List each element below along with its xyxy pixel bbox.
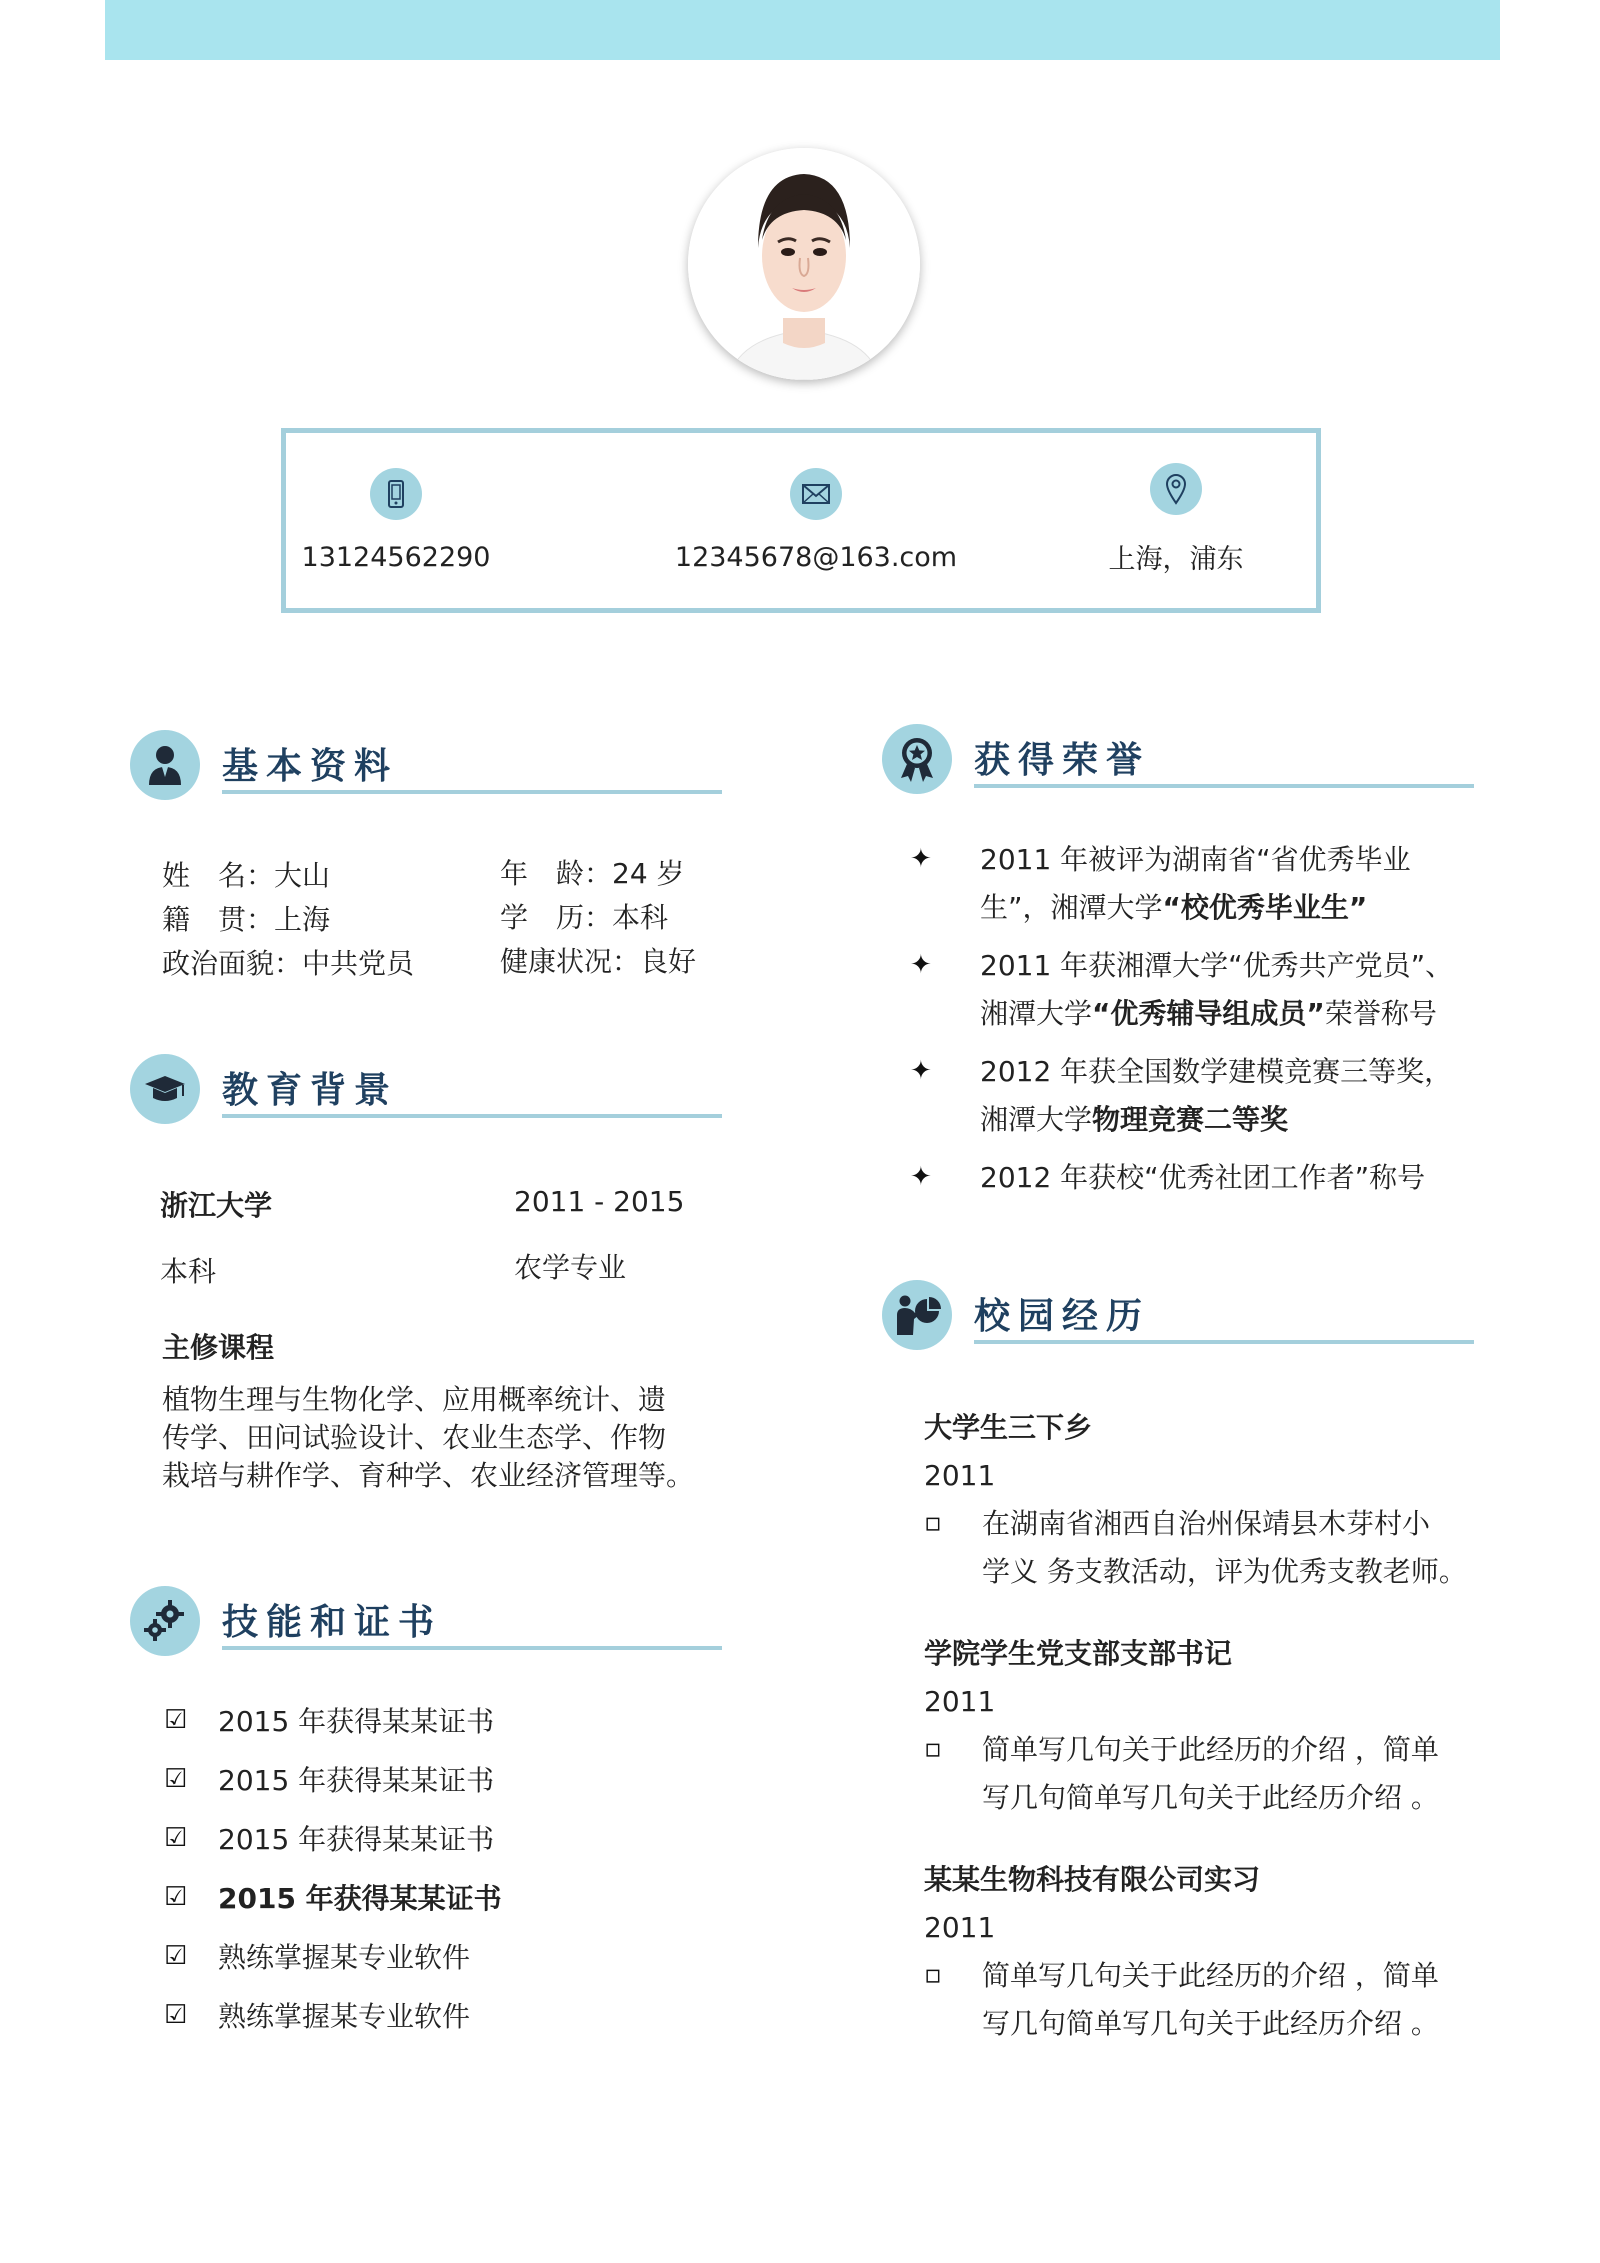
section-basic-rule [222, 790, 722, 794]
section-honors-title: 获得荣誉 [974, 740, 1151, 781]
courses-line-3: 栽培与耕作学、育种学、农业经济管理等。 [162, 1459, 695, 1492]
campus-entry-2-line-1: 简单写几句关于此经历的介绍 ，简单 [982, 1733, 1439, 1766]
section-skills-title: 技能和证书 [222, 1602, 443, 1643]
phone-icon [370, 468, 422, 520]
honor-3-text: 湘潭大学 [980, 1103, 1093, 1136]
campus-entry-1-line-2: 学义 务支教活动，评为优秀支教老师。 [982, 1555, 1467, 1588]
section-campus-title: 校园经历 [974, 1296, 1151, 1337]
honor-2-line-1: 2011 年获湘潭大学“优秀共产党员”、 [980, 949, 1454, 982]
campus-entry-2-name: 学院学生党支部支部书记 [924, 1637, 1233, 1670]
campus-entry-3-year: 2011 [924, 1911, 996, 1944]
presenter-chart-icon [882, 1280, 952, 1350]
campus-entry-3-name: 某某生物科技有限公司实习 [924, 1863, 1261, 1896]
basic-degree: 学 历：本科 [500, 901, 669, 934]
honor-2-text: 湘潭大学 [980, 997, 1093, 1030]
honor-2-suffix: 荣誉称号 [1324, 997, 1437, 1030]
honor-2-line-2 [980, 996, 1437, 1032]
campus-entry-2-year: 2011 [924, 1685, 996, 1718]
honor-1-text: 生”，湘潭大学 [980, 891, 1163, 924]
top-accent-bar [105, 0, 1500, 60]
courses-line-1: 植物生理与生物化学、应用概率统计、遗 [162, 1383, 667, 1416]
star-bullet-icon: ✦ [910, 844, 932, 874]
map-pin-icon [1150, 463, 1202, 515]
honor-4-line-1: 2012 年获校“优秀社团工作者”称号 [980, 1161, 1426, 1194]
section-honors-rule [974, 784, 1474, 788]
location-text: 上海，浦东 [1108, 544, 1244, 575]
courses-title: 主修课程 [162, 1331, 275, 1364]
skill-item: 熟练掌握某专业软件 [218, 1941, 471, 1974]
checkbox-checked-icon: ☑ [164, 1764, 188, 1794]
phone-text: 13124562290 [301, 542, 491, 573]
honor-3-line-2 [980, 1102, 1288, 1138]
education-major: 农学专业 [514, 1251, 627, 1284]
section-campus-rule [974, 1340, 1474, 1344]
section-skills-rule [222, 1646, 722, 1650]
skill-item: 2015 年获得某某证书 [218, 1882, 502, 1915]
contact-phone [246, 468, 546, 573]
square-bullet-icon: ▫ [924, 1508, 942, 1538]
user-icon [130, 730, 200, 800]
checkbox-checked-icon: ☑ [164, 1882, 188, 1912]
star-bullet-icon: ✦ [910, 950, 932, 980]
star-bullet-icon: ✦ [910, 1056, 932, 1086]
skill-item: 2015 年获得某某证书 [218, 1764, 495, 1797]
basic-age: 年 龄：24 岁 [500, 857, 685, 890]
star-bullet-icon: ✦ [910, 1162, 932, 1192]
contact-location [1026, 463, 1326, 576]
campus-entry-1-year: 2011 [924, 1459, 996, 1492]
checkbox-checked-icon: ☑ [164, 2000, 188, 2030]
envelope-icon [790, 468, 842, 520]
checkbox-checked-icon: ☑ [164, 1941, 188, 1971]
basic-name: 姓 名：大山 [162, 859, 331, 892]
email-text: 12345678@163.com [674, 542, 958, 573]
honor-3-bold: 物理竞赛二等奖 [1092, 1103, 1289, 1136]
contact-email [666, 468, 966, 573]
honor-1-line-1: 2011 年被评为湖南省“省优秀毕业 [980, 843, 1411, 876]
honor-2-bold: “优秀辅导组成员” [1092, 997, 1325, 1030]
honor-1-bold: “校优秀毕业生” [1162, 891, 1368, 924]
section-education-title: 教育背景 [222, 1070, 399, 1111]
basic-health: 健康状况：良好 [500, 945, 697, 978]
basic-politics: 政治面貌：中共党员 [162, 947, 415, 980]
skill-item: 2015 年获得某某证书 [218, 1823, 495, 1856]
skill-item: 熟练掌握某专业软件 [218, 2000, 471, 2033]
honor-3-line-1: 2012 年获全国数学建模竞赛三等奖， [980, 1055, 1453, 1088]
campus-entry-1-line-1: 在湖南省湘西自治州保靖县木芽村小 [982, 1507, 1431, 1540]
contact-box [281, 428, 1321, 613]
basic-origin: 籍 贯：上海 [162, 903, 331, 936]
campus-entry-3-line-1: 简单写几句关于此经历的介绍 ，简单 [982, 1959, 1439, 1992]
square-bullet-icon: ▫ [924, 1960, 942, 1990]
campus-entry-2-line-2: 写几句简单写几句关于此经历介绍 。 [982, 1781, 1439, 1814]
section-education-rule [222, 1114, 722, 1118]
courses-line-2: 传学、田问试验设计、农业生态学、作物 [162, 1421, 667, 1454]
education-school: 浙江大学 [160, 1189, 273, 1222]
portrait-illustration [688, 148, 920, 380]
campus-entry-3-line-2: 写几句简单写几句关于此经历介绍 。 [982, 2007, 1439, 2040]
checkbox-checked-icon: ☑ [164, 1823, 188, 1853]
education-years: 2011 - 2015 [514, 1185, 685, 1218]
section-basic-title: 基本资料 [222, 746, 399, 787]
campus-entry-1-name: 大学生三下乡 [924, 1411, 1093, 1444]
skill-item: 2015 年获得某某证书 [218, 1705, 495, 1738]
gears-icon [130, 1586, 200, 1656]
square-bullet-icon: ▫ [924, 1734, 942, 1764]
graduation-cap-icon [130, 1054, 200, 1124]
checkbox-checked-icon: ☑ [164, 1705, 188, 1735]
profile-photo [688, 148, 920, 380]
education-level: 本科 [160, 1255, 217, 1288]
award-badge-icon [882, 724, 952, 794]
honor-1-line-2 [980, 890, 1367, 926]
